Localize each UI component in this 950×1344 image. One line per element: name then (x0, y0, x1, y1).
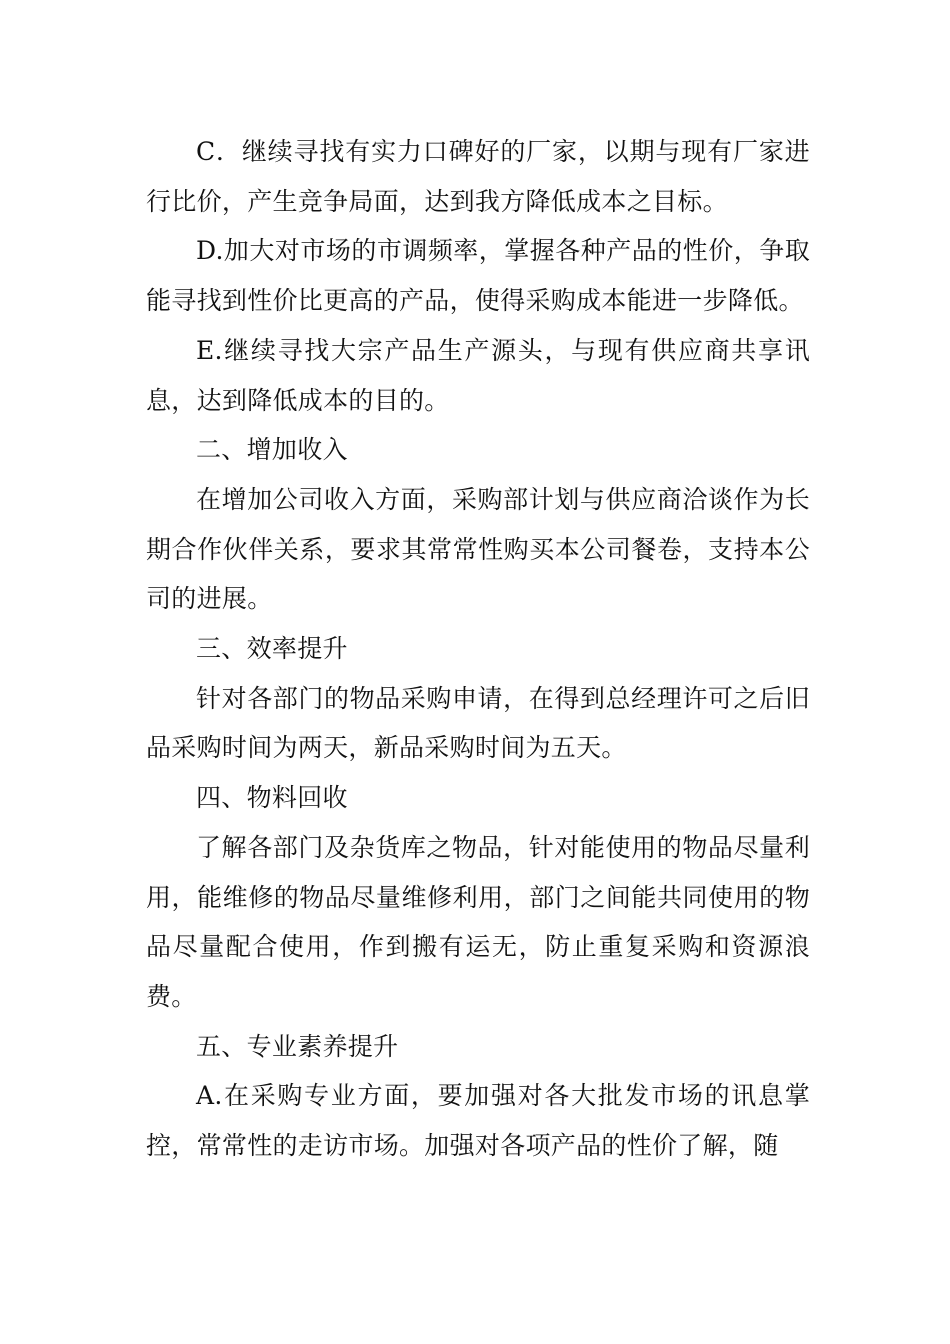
paragraph-d: D.加大对市场的市调频率，掌握各种产品的性价，争取能寻找到性价比更高的产品，使得采购成本能进一步降低。 (146, 236, 810, 316)
paragraph-c: C．继续寻找有实力口碑好的厂家，以期与现有厂家进行比价，产生竞争局面，达到我方降低成本之目标。 (146, 137, 810, 216)
heading-2: 二、增加收入 (196, 435, 348, 465)
paragraph-e: E.继续寻找大宗产品生产源头，与现有供应商共享讯息，达到降低成本的目的。 (146, 335, 810, 415)
heading-4: 四、物料回收 (196, 783, 348, 813)
paragraph-recycling: 了解各部门及杂货库之物品，针对能使用的物品尽量利用，能维修的物品尽量维修利用，部门之间能共同使用的物品尽量配合使用，作到搬有运无，防止重复采购和资源浪费。 (146, 832, 810, 1011)
paragraph-income: 在增加公司收入方面，采购部计划与供应商洽谈作为长期合作伙伴关系，要求其常常性购买本公司餐卷，支持本公司的进展。 (146, 484, 810, 614)
paragraph-a: A.在采购专业方面，要加强对各大批发市场的讯息掌控，常常性的走访市场。加强对各项产品的性价了解，随 (146, 1081, 810, 1161)
heading-3: 三、效率提升 (196, 634, 348, 664)
heading-5: 五、专业素养提升 (196, 1031, 399, 1061)
document-body (146, 127, 810, 1171)
paragraph-efficiency: 针对各部门的物品采购申请，在得到总经理许可之后旧品采购时间为两天，新品采购时间为五天。 (146, 683, 810, 763)
